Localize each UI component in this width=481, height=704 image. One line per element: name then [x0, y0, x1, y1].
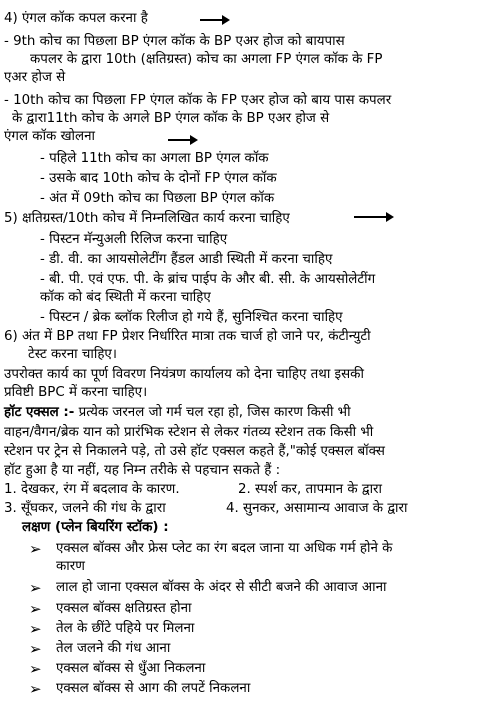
- section-4-para1-line3: एअर होज से: [4, 70, 66, 85]
- symptoms-heading: लक्षण (प्लेन बियरिंग स्टॉक) :: [22, 520, 169, 535]
- list-item: तेल के छींटे पहिये पर मिलना: [56, 621, 195, 636]
- summary-line1: उपरोक्त कार्य का पूर्ण विवरण नियंत्रण कार्यालय को देना चाहिए तथा इसकी: [4, 367, 364, 382]
- right-arrow-icon: [354, 216, 392, 218]
- list-item: एक्सल बॉक्स से धुँआ निकलना: [56, 661, 206, 676]
- section-4-para1-line2: कपलर के द्वारा 10th (क्षतिग्रस्त) कोच का अगला FP एंगल कॉक के FP: [30, 52, 383, 67]
- hot-axle-line4: हॉट हुआ है या नहीं, यह निम्न तरीके से पहचान सकते हैं :: [4, 463, 281, 478]
- list-item: - उसके बाद 10th कोच के दोनों FP एंगल कॉक: [40, 171, 277, 186]
- section-4-para2-line3: एंगल कॉक खोलना: [4, 129, 95, 144]
- hot-axle-paragraph: [4, 404, 351, 422]
- list-item-continuation: कारण: [56, 559, 85, 574]
- arrow-bullet-icon: ➢: [29, 600, 42, 618]
- arrow-bullet-icon: ➢: [29, 620, 42, 638]
- section-4-para2-line1: - 10th कोच का पिछला FP एंगल कॉक के FP एअर होज को बाय पास कपलर: [4, 93, 392, 108]
- hot-axle-line1: प्रत्येक जरनल जो गर्म चल रहा हो, जिस कारण किसी भी: [74, 405, 351, 420]
- method-3: 3. सूँघकर, जलने की गंध के द्वारा: [4, 501, 166, 516]
- list-item: तेल जलने की गंध आना: [56, 641, 171, 656]
- list-item: - अंत में 09th कोच का पिछला BP एंगल कॉक: [40, 191, 275, 206]
- section-4-heading: 4) एंगल कॉक कपल करना है: [4, 11, 148, 26]
- section-6-line1: 6) अंत में BP तथा FP प्रेशर निर्धारित मात्रा तक चार्ज हो जाने पर, कंटीन्युटी: [4, 329, 371, 344]
- list-item: कॉक को बंद स्थिती में करना चाहिए: [40, 290, 211, 305]
- section-4-para1-line1: - 9th कोच का पिछला BP एंगल कॉक के BP एअर होज को बायपास: [4, 34, 345, 49]
- arrow-bullet-icon: ➢: [29, 540, 42, 558]
- list-item: - बी. पी. एवं एफ. पी. के ब्रांच पाईप के और बी. सी. के आयसोलेटींग: [40, 272, 376, 287]
- hot-axle-line3: स्टेशन पर ट्रेन से निकालने पड़े, तो उसे हॉट एक्सल कहते हैं,"कोई एक्सल बॉक्स: [4, 444, 385, 459]
- list-item: - पिस्टन मॅन्युअली रिलिज करना चाहिए: [40, 232, 228, 247]
- right-arrow-icon: [168, 139, 196, 141]
- list-item: लाल हो जाना एक्सल बॉक्स के अंदर से सीटी बजने की आवाज आना: [56, 580, 387, 595]
- section-4-para2-line2: के द्वारा11th कोच के अगले BP एंगल कॉक के BP एअर होज से: [12, 111, 330, 126]
- list-item: - पिस्टन / ब्रेक ब्लॉक रिलीज हो गये हैं, सुनिश्चित करना चाहिए: [40, 310, 343, 325]
- hot-axle-title: हॉट एक्सल :-: [4, 405, 75, 420]
- method-4: 4. सुनकर, असामान्य आवाज के द्वारा: [226, 501, 408, 516]
- right-arrow-icon: [200, 19, 228, 21]
- hot-axle-line2: वाहन/वैगन/ब्रेक यान को प्रारंभिक स्टेशन से लेकर गंतव्य स्टेशन तक किसी भी: [4, 425, 374, 440]
- method-1: 1. देखकर, रंग में बदलाव के कारण.: [4, 482, 180, 497]
- summary-line2: प्रविष्टी BPC में करना चाहिए।: [4, 385, 148, 400]
- list-item: - पहिले 11th कोच का अगला BP एंगल कॉक: [40, 151, 269, 166]
- arrow-bullet-icon: ➢: [29, 660, 42, 678]
- method-2: 2. स्पर्श कर, तापमान के द्वारा: [238, 482, 383, 497]
- list-item: - डी. वी. का आयसोलेटींग हैंडल आडी स्थिती में करना चाहिए: [40, 252, 333, 267]
- section-5-heading: 5) क्षतिग्रस्त/10th कोच में निम्नलिखित कार्य करना चाहिए: [4, 211, 290, 226]
- list-item: एक्सल बॉक्स से आग की लपटें निकलना: [56, 681, 251, 696]
- arrow-bullet-icon: ➢: [29, 640, 42, 658]
- arrow-bullet-icon: ➢: [29, 579, 42, 597]
- section-6-line2: टेस्ट करना चाहिए।: [28, 347, 117, 362]
- list-item: एक्सल बॉक्स क्षतिग्रस्त होना: [56, 601, 192, 616]
- arrow-bullet-icon: ➢: [29, 680, 42, 698]
- list-item: एक्सल बॉक्स और फ्रेस प्लेट का रंग बदल जाना या अधिक गर्म होने के: [56, 541, 393, 556]
